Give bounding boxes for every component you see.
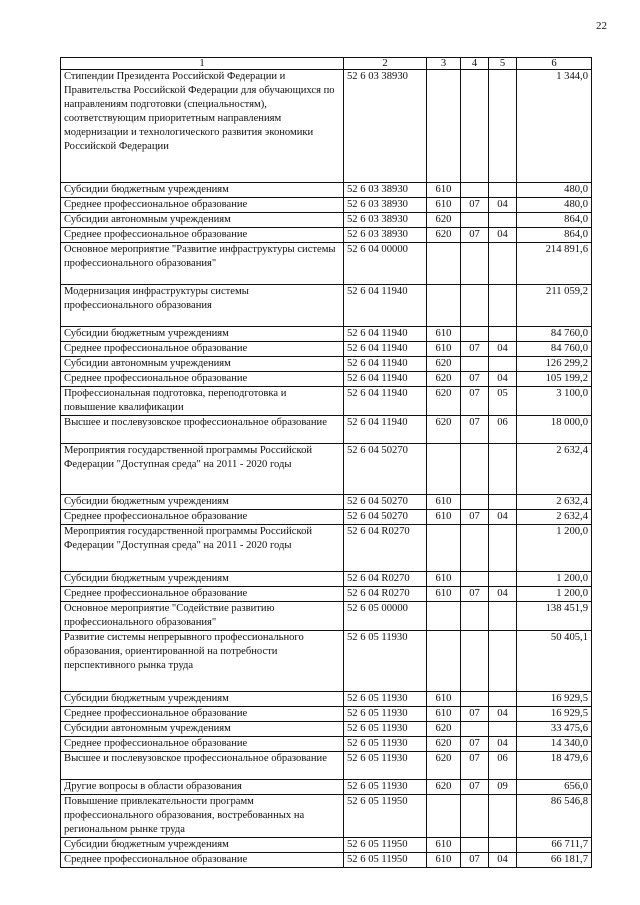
column-header: 3 bbox=[427, 58, 461, 70]
expense-type-cell: 620 bbox=[427, 780, 461, 795]
amount-cell: 656,0 bbox=[517, 780, 592, 795]
budget-code-cell: 52 6 05 11950 bbox=[344, 795, 427, 838]
amount-cell: 86 546,8 bbox=[517, 795, 592, 838]
expense-type-cell: 620 bbox=[427, 213, 461, 228]
expense-type-cell: 610 bbox=[427, 572, 461, 587]
section-cell: 07 bbox=[461, 416, 489, 444]
subsection-cell: 04 bbox=[489, 228, 517, 243]
subsection-cell: 06 bbox=[489, 752, 517, 780]
subsection-cell bbox=[489, 243, 517, 285]
table-row bbox=[61, 510, 592, 525]
table-row bbox=[61, 243, 592, 285]
section-cell bbox=[461, 838, 489, 853]
budget-code-cell: 52 6 05 11930 bbox=[344, 752, 427, 780]
budget-code-cell: 52 6 05 11930 bbox=[344, 722, 427, 737]
budget-code-cell: 52 6 03 38930 bbox=[344, 70, 427, 183]
expense-type-cell: 610 bbox=[427, 838, 461, 853]
amount-cell: 14 340,0 bbox=[517, 737, 592, 752]
budget-code-cell: 52 6 03 38930 bbox=[344, 198, 427, 213]
row-name-cell: Модернизация инфраструктуры системы профессионального образования bbox=[61, 285, 344, 327]
amount-cell: 1 200,0 bbox=[517, 587, 592, 602]
amount-cell: 33 475,6 bbox=[517, 722, 592, 737]
amount-cell: 1 200,0 bbox=[517, 572, 592, 587]
amount-cell: 84 760,0 bbox=[517, 342, 592, 357]
subsection-cell bbox=[489, 495, 517, 510]
budget-code-cell: 52 6 05 00000 bbox=[344, 602, 427, 631]
row-name-cell: Мероприятия государственной программы Российской Федерации "Доступная среда" на 2011 - 2020 годы bbox=[61, 444, 344, 495]
table-row bbox=[61, 737, 592, 752]
budget-code-cell: 52 6 05 11930 bbox=[344, 631, 427, 692]
section-cell: 07 bbox=[461, 707, 489, 722]
amount-cell: 864,0 bbox=[517, 228, 592, 243]
table-row bbox=[61, 444, 592, 495]
row-name-cell: Развитие системы непрерывного профессионального образования, ориентированной на потребности перспективного рынка труда bbox=[61, 631, 344, 692]
expense-type-cell bbox=[427, 285, 461, 327]
table-row bbox=[61, 795, 592, 838]
subsection-cell: 04 bbox=[489, 342, 517, 357]
budget-code-cell: 52 6 04 11940 bbox=[344, 342, 427, 357]
page-number: 22 bbox=[596, 20, 607, 32]
expense-type-cell bbox=[427, 243, 461, 285]
table-row bbox=[61, 183, 592, 198]
row-name-cell: Субсидии бюджетным учреждениям bbox=[61, 183, 344, 198]
expense-type-cell: 610 bbox=[427, 183, 461, 198]
subsection-cell bbox=[489, 213, 517, 228]
budget-code-cell: 52 6 05 11930 bbox=[344, 737, 427, 752]
row-name-cell: Среднее профессиональное образование bbox=[61, 510, 344, 525]
column-header: 5 bbox=[489, 58, 517, 70]
expense-type-cell bbox=[427, 795, 461, 838]
subsection-cell bbox=[489, 357, 517, 372]
expense-type-cell: 620 bbox=[427, 372, 461, 387]
row-name-cell: Мероприятия государственной программы Российской Федерации "Доступная среда" на 2011 - 2020 годы bbox=[61, 525, 344, 572]
row-name-cell: Другие вопросы в области образования bbox=[61, 780, 344, 795]
table-row bbox=[61, 631, 592, 692]
subsection-cell: 09 bbox=[489, 780, 517, 795]
row-name-cell: Среднее профессиональное образование bbox=[61, 853, 344, 868]
table-row bbox=[61, 853, 592, 868]
subsection-cell bbox=[489, 327, 517, 342]
amount-cell: 16 929,5 bbox=[517, 707, 592, 722]
section-cell bbox=[461, 631, 489, 692]
section-cell: 07 bbox=[461, 372, 489, 387]
amount-cell: 480,0 bbox=[517, 183, 592, 198]
row-name-cell: Среднее профессиональное образование bbox=[61, 342, 344, 357]
section-cell bbox=[461, 602, 489, 631]
expense-type-cell: 610 bbox=[427, 707, 461, 722]
budget-code-cell: 52 6 04 11940 bbox=[344, 327, 427, 342]
expense-type-cell bbox=[427, 70, 461, 183]
row-name-cell: Субсидии автономным учреждениям bbox=[61, 213, 344, 228]
amount-cell: 2 632,4 bbox=[517, 495, 592, 510]
subsection-cell: 06 bbox=[489, 416, 517, 444]
column-header: 6 bbox=[517, 58, 592, 70]
expense-type-cell bbox=[427, 525, 461, 572]
column-header: 1 bbox=[61, 58, 344, 70]
amount-cell: 18 479,6 bbox=[517, 752, 592, 780]
row-name-cell: Субсидии бюджетным учреждениям bbox=[61, 327, 344, 342]
row-name-cell: Субсидии автономным учреждениям bbox=[61, 722, 344, 737]
table-row bbox=[61, 372, 592, 387]
table-row bbox=[61, 707, 592, 722]
subsection-cell: 04 bbox=[489, 372, 517, 387]
budget-code-cell: 52 6 04 00000 bbox=[344, 243, 427, 285]
budget-code-cell: 52 6 04 11940 bbox=[344, 372, 427, 387]
budget-table bbox=[60, 57, 592, 868]
budget-code-cell: 52 6 03 38930 bbox=[344, 183, 427, 198]
table-row bbox=[61, 198, 592, 213]
row-name-cell: Среднее профессиональное образование bbox=[61, 198, 344, 213]
row-name-cell: Высшее и послевузовское профессиональное образование bbox=[61, 752, 344, 780]
amount-cell: 66 181,7 bbox=[517, 853, 592, 868]
table-row bbox=[61, 722, 592, 737]
amount-cell: 16 929,5 bbox=[517, 692, 592, 707]
row-name-cell: Основное мероприятие "Развитие инфраструктуры системы профессионального образования" bbox=[61, 243, 344, 285]
table-header-row bbox=[61, 58, 592, 70]
expense-type-cell: 620 bbox=[427, 752, 461, 780]
amount-cell: 2 632,4 bbox=[517, 444, 592, 495]
budget-code-cell: 52 6 04 11940 bbox=[344, 285, 427, 327]
column-header: 4 bbox=[461, 58, 489, 70]
section-cell bbox=[461, 183, 489, 198]
table-row bbox=[61, 780, 592, 795]
subsection-cell bbox=[489, 572, 517, 587]
table-row bbox=[61, 285, 592, 327]
amount-cell: 50 405,1 bbox=[517, 631, 592, 692]
row-name-cell: Среднее профессиональное образование bbox=[61, 707, 344, 722]
table-row bbox=[61, 692, 592, 707]
expense-type-cell bbox=[427, 444, 461, 495]
row-name-cell: Субсидии бюджетным учреждениям bbox=[61, 572, 344, 587]
subsection-cell bbox=[489, 183, 517, 198]
budget-code-cell: 52 6 04 R0270 bbox=[344, 572, 427, 587]
section-cell: 07 bbox=[461, 587, 489, 602]
budget-code-cell: 52 6 04 11940 bbox=[344, 416, 427, 444]
table-row bbox=[61, 602, 592, 631]
amount-cell: 864,0 bbox=[517, 213, 592, 228]
row-name-cell: Субсидии автономным учреждениям bbox=[61, 357, 344, 372]
budget-code-cell: 52 6 05 11930 bbox=[344, 707, 427, 722]
amount-cell: 138 451,9 bbox=[517, 602, 592, 631]
subsection-cell bbox=[489, 795, 517, 838]
expense-type-cell bbox=[427, 602, 461, 631]
subsection-cell bbox=[489, 70, 517, 183]
row-name-cell: Основное мероприятие "Содействие развитию профессионального образования" bbox=[61, 602, 344, 631]
row-name-cell: Среднее профессиональное образование bbox=[61, 587, 344, 602]
budget-code-cell: 52 6 03 38930 bbox=[344, 213, 427, 228]
section-cell bbox=[461, 285, 489, 327]
budget-code-cell: 52 6 04 11940 bbox=[344, 357, 427, 372]
amount-cell: 105 199,2 bbox=[517, 372, 592, 387]
expense-type-cell: 620 bbox=[427, 737, 461, 752]
subsection-cell bbox=[489, 444, 517, 495]
expense-type-cell: 610 bbox=[427, 587, 461, 602]
budget-code-cell: 52 6 04 R0270 bbox=[344, 525, 427, 572]
budget-code-cell: 52 6 04 R0270 bbox=[344, 587, 427, 602]
budget-code-cell: 52 6 04 50270 bbox=[344, 495, 427, 510]
expense-type-cell: 610 bbox=[427, 327, 461, 342]
section-cell bbox=[461, 722, 489, 737]
row-name-cell: Субсидии бюджетным учреждениям bbox=[61, 692, 344, 707]
section-cell bbox=[461, 213, 489, 228]
row-name-cell: Профессиональная подготовка, переподготовка и повышение квалификации bbox=[61, 387, 344, 416]
section-cell bbox=[461, 572, 489, 587]
amount-cell: 480,0 bbox=[517, 198, 592, 213]
section-cell: 07 bbox=[461, 228, 489, 243]
subsection-cell: 04 bbox=[489, 737, 517, 752]
expense-type-cell: 610 bbox=[427, 342, 461, 357]
expense-type-cell: 620 bbox=[427, 228, 461, 243]
expense-type-cell bbox=[427, 631, 461, 692]
row-name-cell: Стипендии Президента Российской Федерации и Правительства Российской Федерации для обучающихся по направлениям подготовки (специальностям), соответствующим приоритетным направлениям модернизации и технологического развития экономики Российской Федерации bbox=[61, 70, 344, 183]
amount-cell: 2 632,4 bbox=[517, 510, 592, 525]
subsection-cell: 04 bbox=[489, 198, 517, 213]
section-cell: 07 bbox=[461, 780, 489, 795]
expense-type-cell: 610 bbox=[427, 198, 461, 213]
expense-type-cell: 610 bbox=[427, 692, 461, 707]
subsection-cell bbox=[489, 285, 517, 327]
subsection-cell: 04 bbox=[489, 707, 517, 722]
amount-cell: 211 059,2 bbox=[517, 285, 592, 327]
budget-code-cell: 52 6 05 11930 bbox=[344, 692, 427, 707]
table-row bbox=[61, 228, 592, 243]
amount-cell: 18 000,0 bbox=[517, 416, 592, 444]
subsection-cell: 04 bbox=[489, 587, 517, 602]
section-cell bbox=[461, 692, 489, 707]
budget-code-cell: 52 6 05 11930 bbox=[344, 780, 427, 795]
subsection-cell: 05 bbox=[489, 387, 517, 416]
section-cell bbox=[461, 795, 489, 838]
section-cell bbox=[461, 243, 489, 285]
expense-type-cell: 620 bbox=[427, 357, 461, 372]
amount-cell: 1 344,0 bbox=[517, 70, 592, 183]
amount-cell: 84 760,0 bbox=[517, 327, 592, 342]
table-row bbox=[61, 587, 592, 602]
row-name-cell: Субсидии бюджетным учреждениям bbox=[61, 838, 344, 853]
row-name-cell: Повышение привлекательности программ профессионального образования, востребованных на региональном рынке труда bbox=[61, 795, 344, 838]
budget-code-cell: 52 6 03 38930 bbox=[344, 228, 427, 243]
amount-cell: 126 299,2 bbox=[517, 357, 592, 372]
expense-type-cell: 620 bbox=[427, 387, 461, 416]
budget-code-cell: 52 6 04 50270 bbox=[344, 444, 427, 495]
subsection-cell: 04 bbox=[489, 853, 517, 868]
subsection-cell bbox=[489, 525, 517, 572]
row-name-cell: Среднее профессиональное образование bbox=[61, 228, 344, 243]
table-row bbox=[61, 416, 592, 444]
budget-code-cell: 52 6 04 50270 bbox=[344, 510, 427, 525]
amount-cell: 3 100,0 bbox=[517, 387, 592, 416]
table-row bbox=[61, 752, 592, 780]
section-cell: 07 bbox=[461, 387, 489, 416]
table-row bbox=[61, 70, 592, 183]
table-row bbox=[61, 213, 592, 228]
subsection-cell bbox=[489, 631, 517, 692]
section-cell: 07 bbox=[461, 510, 489, 525]
row-name-cell: Высшее и послевузовское профессиональное образование bbox=[61, 416, 344, 444]
expense-type-cell: 610 bbox=[427, 510, 461, 525]
table-row bbox=[61, 838, 592, 853]
column-header: 2 bbox=[344, 58, 427, 70]
budget-code-cell: 52 6 04 11940 bbox=[344, 387, 427, 416]
budget-code-cell: 52 6 05 11950 bbox=[344, 853, 427, 868]
amount-cell: 214 891,6 bbox=[517, 243, 592, 285]
section-cell: 07 bbox=[461, 737, 489, 752]
section-cell: 07 bbox=[461, 342, 489, 357]
subsection-cell bbox=[489, 722, 517, 737]
table-row bbox=[61, 495, 592, 510]
subsection-cell bbox=[489, 838, 517, 853]
amount-cell: 1 200,0 bbox=[517, 525, 592, 572]
table-row bbox=[61, 572, 592, 587]
table-row bbox=[61, 327, 592, 342]
row-name-cell: Субсидии бюджетным учреждениям bbox=[61, 495, 344, 510]
row-name-cell: Среднее профессиональное образование bbox=[61, 372, 344, 387]
table-row bbox=[61, 342, 592, 357]
amount-cell: 66 711,7 bbox=[517, 838, 592, 853]
expense-type-cell: 620 bbox=[427, 722, 461, 737]
section-cell bbox=[461, 495, 489, 510]
section-cell: 07 bbox=[461, 752, 489, 780]
section-cell: 07 bbox=[461, 198, 489, 213]
section-cell bbox=[461, 70, 489, 183]
section-cell bbox=[461, 525, 489, 572]
table-row bbox=[61, 387, 592, 416]
expense-type-cell: 610 bbox=[427, 853, 461, 868]
expense-type-cell: 620 bbox=[427, 416, 461, 444]
section-cell bbox=[461, 444, 489, 495]
subsection-cell: 04 bbox=[489, 510, 517, 525]
subsection-cell bbox=[489, 602, 517, 631]
section-cell bbox=[461, 357, 489, 372]
table-row bbox=[61, 357, 592, 372]
budget-code-cell: 52 6 05 11950 bbox=[344, 838, 427, 853]
table-body bbox=[61, 70, 592, 868]
table-row bbox=[61, 525, 592, 572]
subsection-cell bbox=[489, 692, 517, 707]
row-name-cell: Среднее профессиональное образование bbox=[61, 737, 344, 752]
expense-type-cell: 610 bbox=[427, 495, 461, 510]
section-cell: 07 bbox=[461, 853, 489, 868]
section-cell bbox=[461, 327, 489, 342]
